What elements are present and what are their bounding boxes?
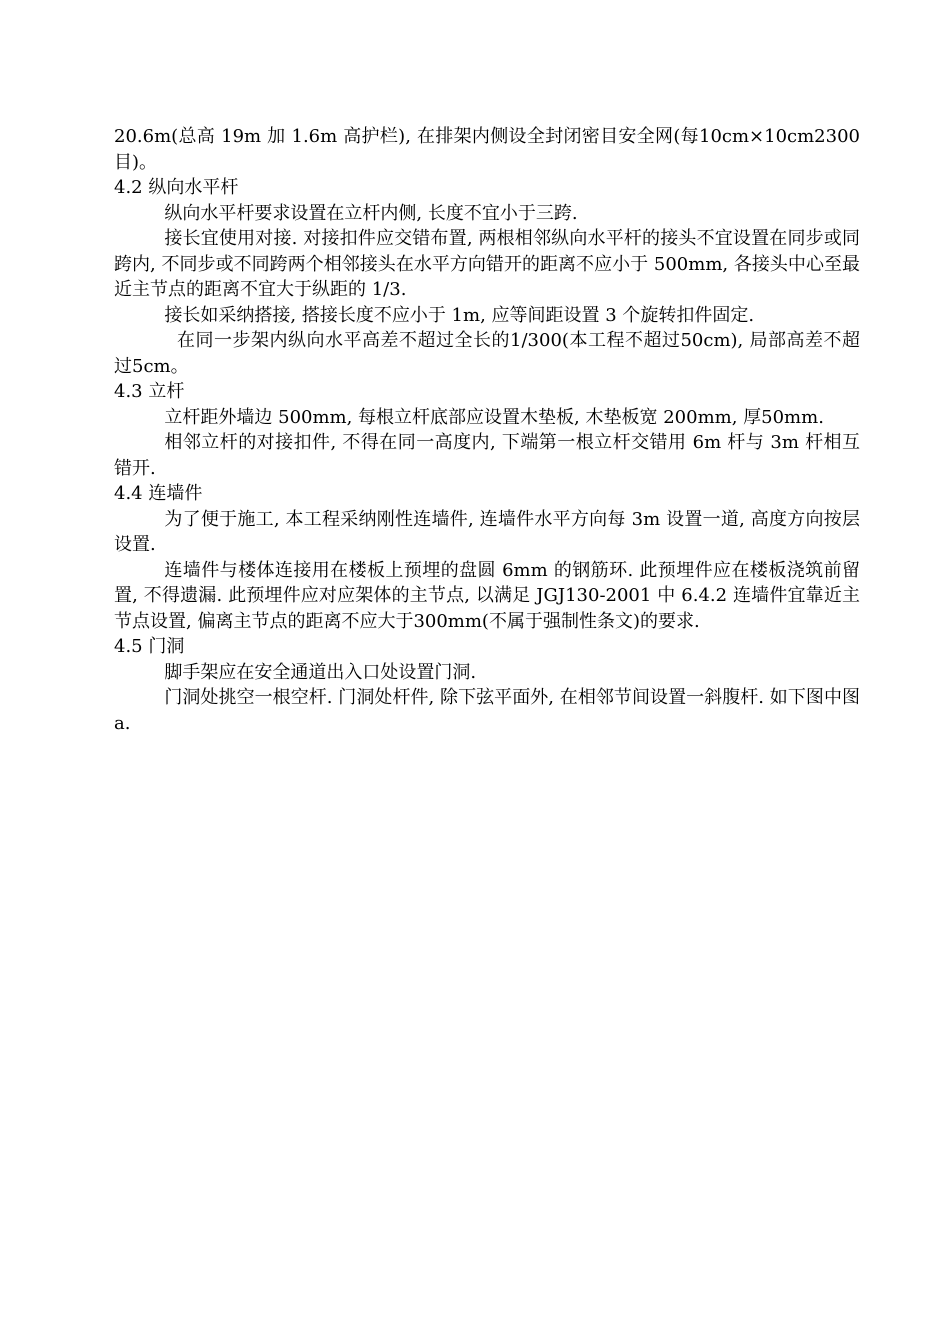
paragraph-wall-tie-spacing: 为了便于施工, 本工程采纳刚性连墙件, 连墙件水平方向每 3m 设置一道, 高度方向按层设置.: [114, 508, 860, 555]
paragraph-wall-tie-embed: 连墙件与楼体连接用在楼板上预埋的盘圆 6mm 的钢筋环. 此预埋件应在楼板浇筑前留置, 不得遗漏. 此预埋件应对应架体的主节点, 以满足 JGJ130-2001 中 6.4.2 连墙件宜靠近主节点设置, 偏离主节点的距离不应大于300mm(不属于强制性条文)的要求.: [114, 559, 860, 632]
paragraph-upright-joints: 相邻立杆的对接扣件, 不得在同一高度内, 下端第一根立杆交错用 6m 杆与 3m 杆相互错开.: [114, 432, 860, 479]
section-heading-4-4: 4.4 连墙件: [114, 483, 203, 504]
paragraph-longitudinal-bar-position: 纵向水平杆要求设置在立杆内侧, 长度不宜小于三跨.: [164, 202, 578, 224]
paragraph-height-difference: 在同一步架内纵向水平高差不超过全长的1/300(本工程不超过50cm), 局部高差不超过5cm。: [114, 330, 860, 377]
section-heading-4-2: 4.2 纵向水平杆: [114, 177, 239, 198]
section-heading-4-5: 4.5 门洞: [114, 636, 185, 657]
document-page: [114, 124, 860, 736]
paragraph-doorway-location: 脚手架应在安全通道出入口处设置门洞.: [164, 661, 477, 683]
section-heading-4-3: 4.3 立杆: [114, 381, 185, 402]
paragraph-doorway-members: 门洞处挑空一根空杆. 门洞处杆件, 除下弦平面外, 在相邻节间设置一斜腹杆. 如下图中图 a.: [114, 687, 860, 734]
paragraph-upright-distance: 立杆距外墙边 500mm, 每根立杆底部应设置木垫板, 木垫板宽 200mm, 厚50mm.: [164, 406, 824, 428]
paragraph-safety-net: 20.6m(总高 19m 加 1.6m 高护栏), 在排架内侧设全封闭密目安全网(每10cm×10cm2300 目)。: [114, 126, 860, 173]
paragraph-lap-joint: 接长如采纳搭接, 搭接长度不应小于 1m, 应等间距设置 3 个旋转扣件固定.: [164, 304, 755, 326]
paragraph-butt-joint: 接长宜使用对接. 对接扣件应交错布置, 两根相邻纵向水平杆的接头不宜设置在同步或同跨内, 不同步或不同跨两个相邻接头在水平方向错开的距离不应小于 500mm, 各接头中心至最近主节点的距离不宜大于纵距的 1/3.: [114, 228, 860, 300]
